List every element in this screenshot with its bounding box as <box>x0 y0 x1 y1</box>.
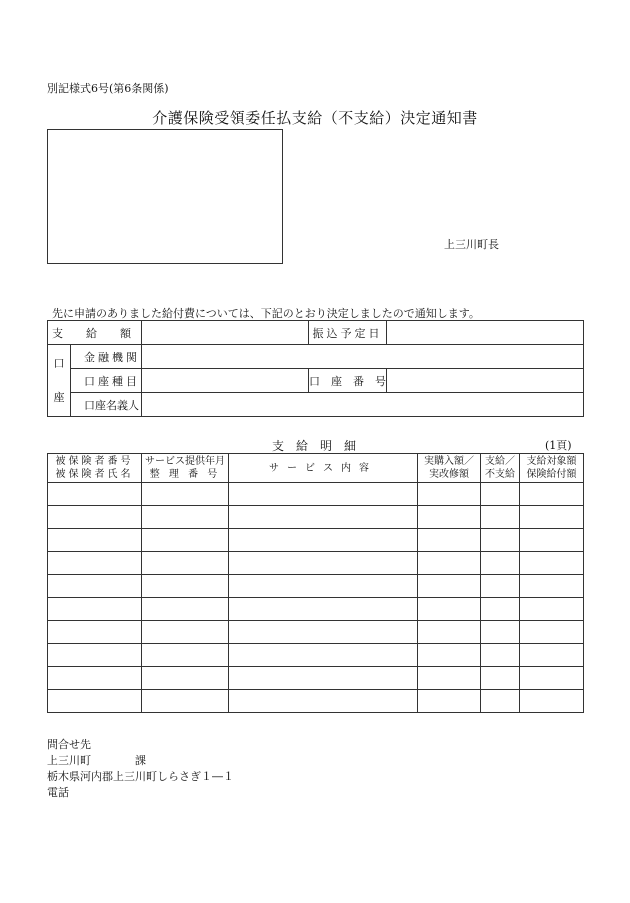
col-not-paid: 不支給 <box>485 469 515 480</box>
table-cell <box>481 506 520 529</box>
table-cell <box>418 667 481 690</box>
account-number-cell <box>387 369 584 393</box>
table-cell <box>48 483 142 506</box>
table-cell <box>520 690 584 713</box>
table-cell <box>48 644 142 667</box>
amount-cell <box>142 321 309 345</box>
table-cell <box>418 598 481 621</box>
detail-title: 支給明細 <box>272 439 369 453</box>
contact-heading: 問合せ先 <box>47 738 91 751</box>
table-row <box>48 575 584 598</box>
col-service-content: サービス内容 <box>269 462 377 474</box>
table-row <box>48 552 584 575</box>
col-decision-header <box>481 454 520 483</box>
table-row <box>48 690 584 713</box>
table-cell <box>142 598 229 621</box>
col-service-month-header <box>142 454 229 483</box>
table-cell <box>481 644 520 667</box>
col-service-content-header <box>229 454 418 483</box>
table-cell <box>418 529 481 552</box>
payment-table <box>47 320 584 417</box>
table-cell <box>229 552 418 575</box>
table-cell <box>418 506 481 529</box>
table-cell <box>418 483 481 506</box>
table-cell <box>48 598 142 621</box>
detail-table <box>47 453 584 713</box>
table-cell <box>418 552 481 575</box>
table-cell <box>142 529 229 552</box>
payment-amount-row <box>48 321 584 345</box>
account-type-cell <box>142 369 309 393</box>
table-cell <box>142 552 229 575</box>
table-row <box>48 483 584 506</box>
bank-label: 金融機関 <box>71 345 142 369</box>
col-purchase-amount: 実購入額／ <box>424 456 474 467</box>
table-cell <box>481 552 520 575</box>
col-insured-number: 被保険者番号 <box>55 456 134 467</box>
table-cell <box>142 483 229 506</box>
table-row <box>48 598 584 621</box>
col-eligible-header <box>520 454 584 483</box>
table-cell <box>418 575 481 598</box>
table-cell <box>142 690 229 713</box>
account-label-top: 口 <box>53 356 65 370</box>
account-label <box>48 345 71 417</box>
account-holder-cell <box>142 393 584 417</box>
col-service-month: サービス提供年月 <box>145 456 225 467</box>
col-insured-header <box>48 454 142 483</box>
table-cell <box>418 690 481 713</box>
table-cell <box>520 529 584 552</box>
contact-address: 栃木県河内郡上三川町しらさぎ１―１ <box>47 770 234 783</box>
recipient-address-box <box>47 129 283 264</box>
table-cell <box>229 644 418 667</box>
table-cell <box>481 598 520 621</box>
table-row <box>48 506 584 529</box>
account-type-label: 口座種目 <box>71 369 142 393</box>
table-cell <box>520 621 584 644</box>
table-cell <box>48 552 142 575</box>
table-cell <box>48 506 142 529</box>
table-cell <box>142 667 229 690</box>
table-cell <box>481 667 520 690</box>
account-label-bottom: 座 <box>53 390 65 404</box>
table-cell <box>48 575 142 598</box>
table-cell <box>142 621 229 644</box>
account-type-row <box>48 369 584 393</box>
account-number-label: 口 座 番 号 <box>309 369 387 393</box>
contact-phone: 電話 <box>47 786 69 799</box>
issuer-name: 上三川町長 <box>444 238 499 251</box>
table-cell <box>418 644 481 667</box>
bank-row <box>48 345 584 369</box>
document-title: 介護保険受領委任払支給（不支給）決定通知書 <box>152 109 478 127</box>
col-paid: 支給／ <box>485 456 515 467</box>
table-cell <box>418 621 481 644</box>
table-row <box>48 529 584 552</box>
table-cell <box>229 483 418 506</box>
table-cell <box>48 621 142 644</box>
table-cell <box>520 667 584 690</box>
table-cell <box>520 552 584 575</box>
col-renovation-amount: 実改修額 <box>429 469 469 480</box>
table-cell <box>229 621 418 644</box>
table-cell <box>229 598 418 621</box>
form-label: 別記様式6号(第6条関係) <box>47 82 169 95</box>
intro-text: 先に申請のありました給付費については、下記のとおり決定しましたので通知します。 <box>52 307 480 320</box>
table-cell <box>229 690 418 713</box>
table-row <box>48 621 584 644</box>
table-cell <box>229 667 418 690</box>
col-benefit-amount: 保険給付額 <box>526 469 577 480</box>
table-cell <box>520 575 584 598</box>
table-cell <box>481 690 520 713</box>
table-cell <box>520 644 584 667</box>
contact-block <box>47 737 234 801</box>
transfer-date-cell <box>387 321 584 345</box>
page-number: (1頁) <box>545 439 572 452</box>
table-cell <box>142 506 229 529</box>
table-row <box>48 644 584 667</box>
table-cell <box>520 483 584 506</box>
table-cell <box>229 506 418 529</box>
table-cell <box>48 529 142 552</box>
col-insured-name: 被保険者氏名 <box>55 469 134 480</box>
account-holder-row <box>48 393 584 417</box>
amount-label: 支 給 額 <box>48 321 142 345</box>
col-purchase-header <box>418 454 481 483</box>
table-cell <box>229 529 418 552</box>
table-row <box>48 667 584 690</box>
table-cell <box>142 644 229 667</box>
detail-header-row <box>48 454 584 483</box>
table-cell <box>229 575 418 598</box>
transfer-date-label: 振込予定日 <box>309 321 387 345</box>
col-reference-number: 整 理 番 号 <box>149 469 221 480</box>
table-cell <box>520 598 584 621</box>
account-holder-label: 口座名義人 <box>71 393 142 417</box>
table-cell <box>481 529 520 552</box>
table-cell <box>48 690 142 713</box>
table-cell <box>481 575 520 598</box>
bank-cell <box>142 345 584 369</box>
table-cell <box>481 483 520 506</box>
table-cell <box>520 506 584 529</box>
table-cell <box>481 621 520 644</box>
table-cell <box>48 667 142 690</box>
contact-office: 上三川町 課 <box>47 754 146 767</box>
col-eligible-amount: 支給対象額 <box>526 456 577 467</box>
table-cell <box>142 575 229 598</box>
